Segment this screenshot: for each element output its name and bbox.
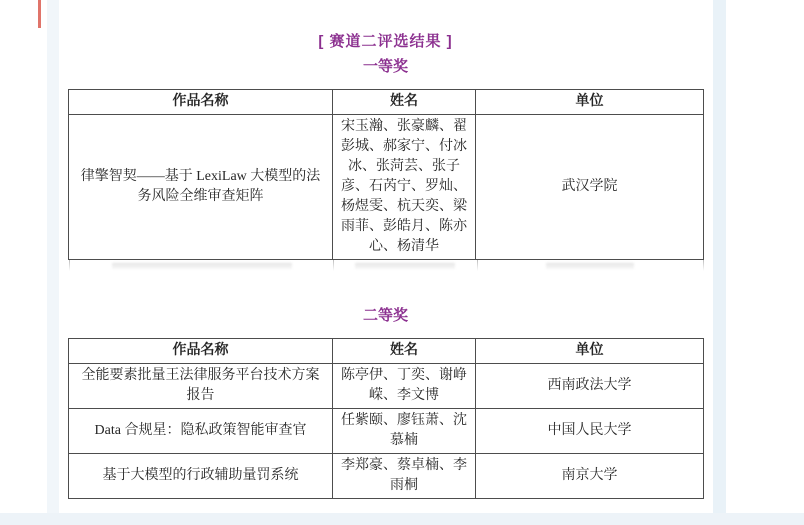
first-prize-table: [68, 89, 704, 260]
table-header-row: [69, 90, 704, 115]
section-second-prize: [68, 304, 703, 499]
names-cell: 任紫颐、廖钰萧、沈慕楠: [333, 409, 476, 454]
faded-work-name-cell: [70, 260, 334, 271]
column-header: 作品名称: [69, 90, 333, 115]
table-row: [69, 409, 704, 454]
page-title: [ 赛道二评选结果 ]: [318, 33, 453, 50]
column-header: 作品名称: [69, 339, 333, 364]
organization-cell: 南京大学: [476, 454, 704, 499]
table-row: [69, 454, 704, 499]
work-name-cell: 基于大模型的行政辅助量罚系统: [69, 454, 333, 499]
faded-clipped-row: [69, 260, 704, 271]
faded-text-smudge: [112, 263, 292, 270]
organization-cell: 中国人民大学: [476, 409, 704, 454]
faded-names-cell: [334, 260, 478, 271]
organization-cell: 武汉学院: [476, 115, 704, 260]
organization-cell: 西南政法大学: [476, 364, 704, 409]
document-content: [68, 0, 703, 499]
work-name-cell: 律擎智契——基于 LexiLaw 大模型的法务风险全维审查矩阵: [69, 115, 333, 260]
names-cell: 李郑豪、蔡卓楠、李雨桐: [333, 454, 476, 499]
column-header: 单位: [476, 90, 704, 115]
section-heading-first-prize: 一等奖: [362, 58, 408, 75]
names-cell: 宋玉瀚、张豪麟、翟彭城、郝家宁、付冰冰、张菏芸、张子彦、石芮宁、罗灿、杨煜雯、杭天奕、梁雨菲、彭皓月、陈亦心、杨清华: [333, 115, 476, 260]
faded-text-smudge: [355, 263, 455, 270]
faded-organization-cell: [478, 260, 703, 271]
column-header: 姓名: [333, 339, 476, 364]
column-header: 姓名: [333, 90, 476, 115]
table-row: [69, 115, 704, 260]
left-gutter-stripe: [47, 0, 59, 525]
faded-text-smudge: [546, 263, 634, 270]
names-cell: 陈亭伊、丁奕、谢峥嵘、李文博: [333, 364, 476, 409]
work-name-cell: 全能要素批量王法律服务平台技术方案报告: [69, 364, 333, 409]
red-edge-mark: [38, 0, 41, 28]
section-heading-second-prize: 二等奖: [362, 307, 408, 324]
work-name-cell: Data 合规星：隐私政策智能审查官: [69, 409, 333, 454]
column-header: 单位: [476, 339, 704, 364]
table-header-row: [69, 339, 704, 364]
right-gutter-stripe: [713, 0, 726, 525]
table-row: [69, 364, 704, 409]
bottom-edge-stripe: [0, 513, 804, 525]
second-prize-table: [68, 338, 704, 499]
section-first-prize: [68, 55, 703, 271]
